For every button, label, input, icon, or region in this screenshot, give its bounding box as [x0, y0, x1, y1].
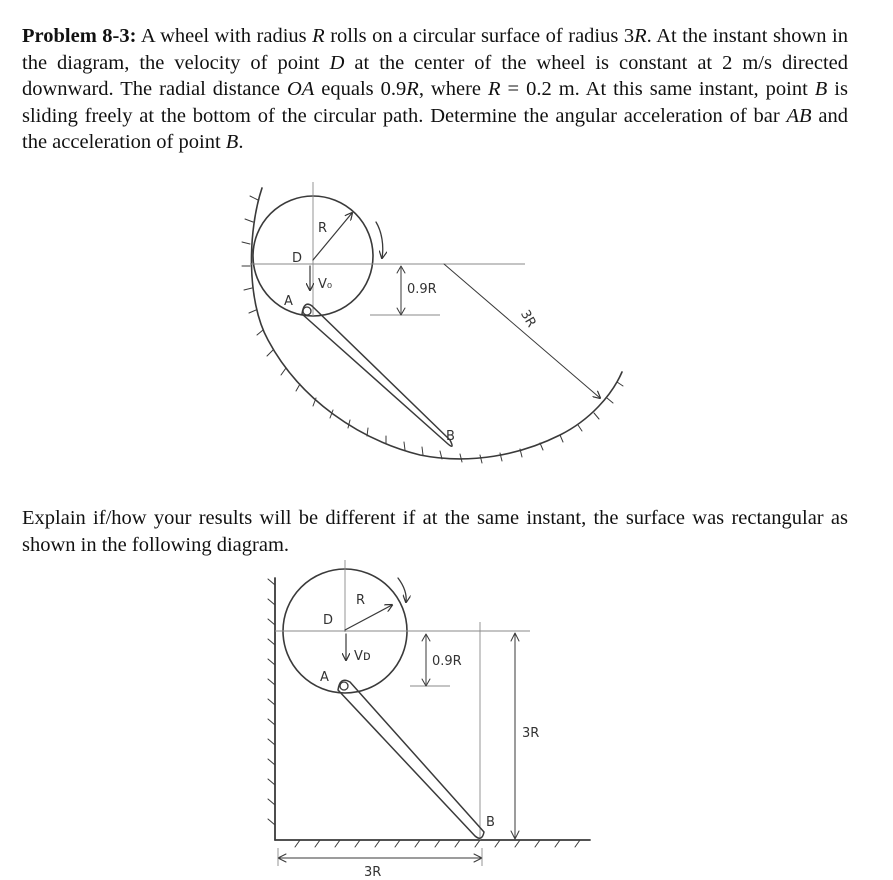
- var-oa: OA: [286, 78, 315, 100]
- var-r: R: [406, 78, 419, 100]
- label-3r-horizontal: 3R: [364, 865, 382, 880]
- label-a: A: [320, 670, 329, 685]
- var-r: R: [488, 78, 501, 100]
- problem-text: at the center of the wheel is constant at 2 m/s directed downward. The radial distance: [22, 51, 848, 100]
- var-r: R: [312, 25, 325, 47]
- var-b: B: [225, 131, 239, 153]
- problem-text: is sliding freely at the bottom of the circular path. Determine the angular acceleration of bar: [22, 78, 848, 127]
- label-0-9r: 0.9R: [407, 282, 437, 297]
- label-vd: V₀: [318, 277, 333, 292]
- label-vd: Vᴅ: [354, 649, 371, 664]
- label-r: R: [356, 593, 366, 608]
- problem-text: .: [238, 131, 244, 153]
- floor-hatching: [295, 840, 580, 847]
- label-0-9r: 0.9R: [432, 654, 462, 669]
- var-b: B: [814, 78, 828, 100]
- problem-label: Problem 8-3:: [22, 25, 137, 47]
- label-d: D: [323, 613, 334, 628]
- problem-text: , where: [418, 78, 489, 100]
- label-a: A: [284, 294, 293, 309]
- label-b: B: [486, 815, 495, 830]
- var-ab: AB: [786, 104, 812, 127]
- problem-text: . At the instant shown in the diagram, the velocity of point: [22, 25, 848, 74]
- problem-text: A wheel with radius: [136, 25, 313, 47]
- rotation-arrow: [398, 578, 406, 602]
- problem-text: and the acceleration of point: [22, 104, 848, 153]
- wall-hatching: [268, 579, 275, 825]
- problem-text: = 0.2 m. At this same instant, point: [500, 78, 815, 100]
- bar-ab: [338, 680, 484, 838]
- var-r: R: [634, 25, 647, 47]
- label-3r: 3R: [517, 307, 539, 331]
- radius-r-arrow: [345, 605, 392, 630]
- label-r: R: [318, 221, 328, 236]
- followup-question: Explain if/how your results will be different if at the same instant, the surface was rectangular as shown in the following diagram.: [22, 507, 848, 556]
- label-d: D: [292, 251, 303, 266]
- label-b: B: [446, 429, 455, 444]
- problem-text: equals 0.9: [314, 78, 407, 100]
- var-d: D: [329, 51, 345, 74]
- problem-text: rolls on a circular surface of radius 3: [324, 25, 635, 47]
- label-3r-vertical: 3R: [522, 726, 540, 741]
